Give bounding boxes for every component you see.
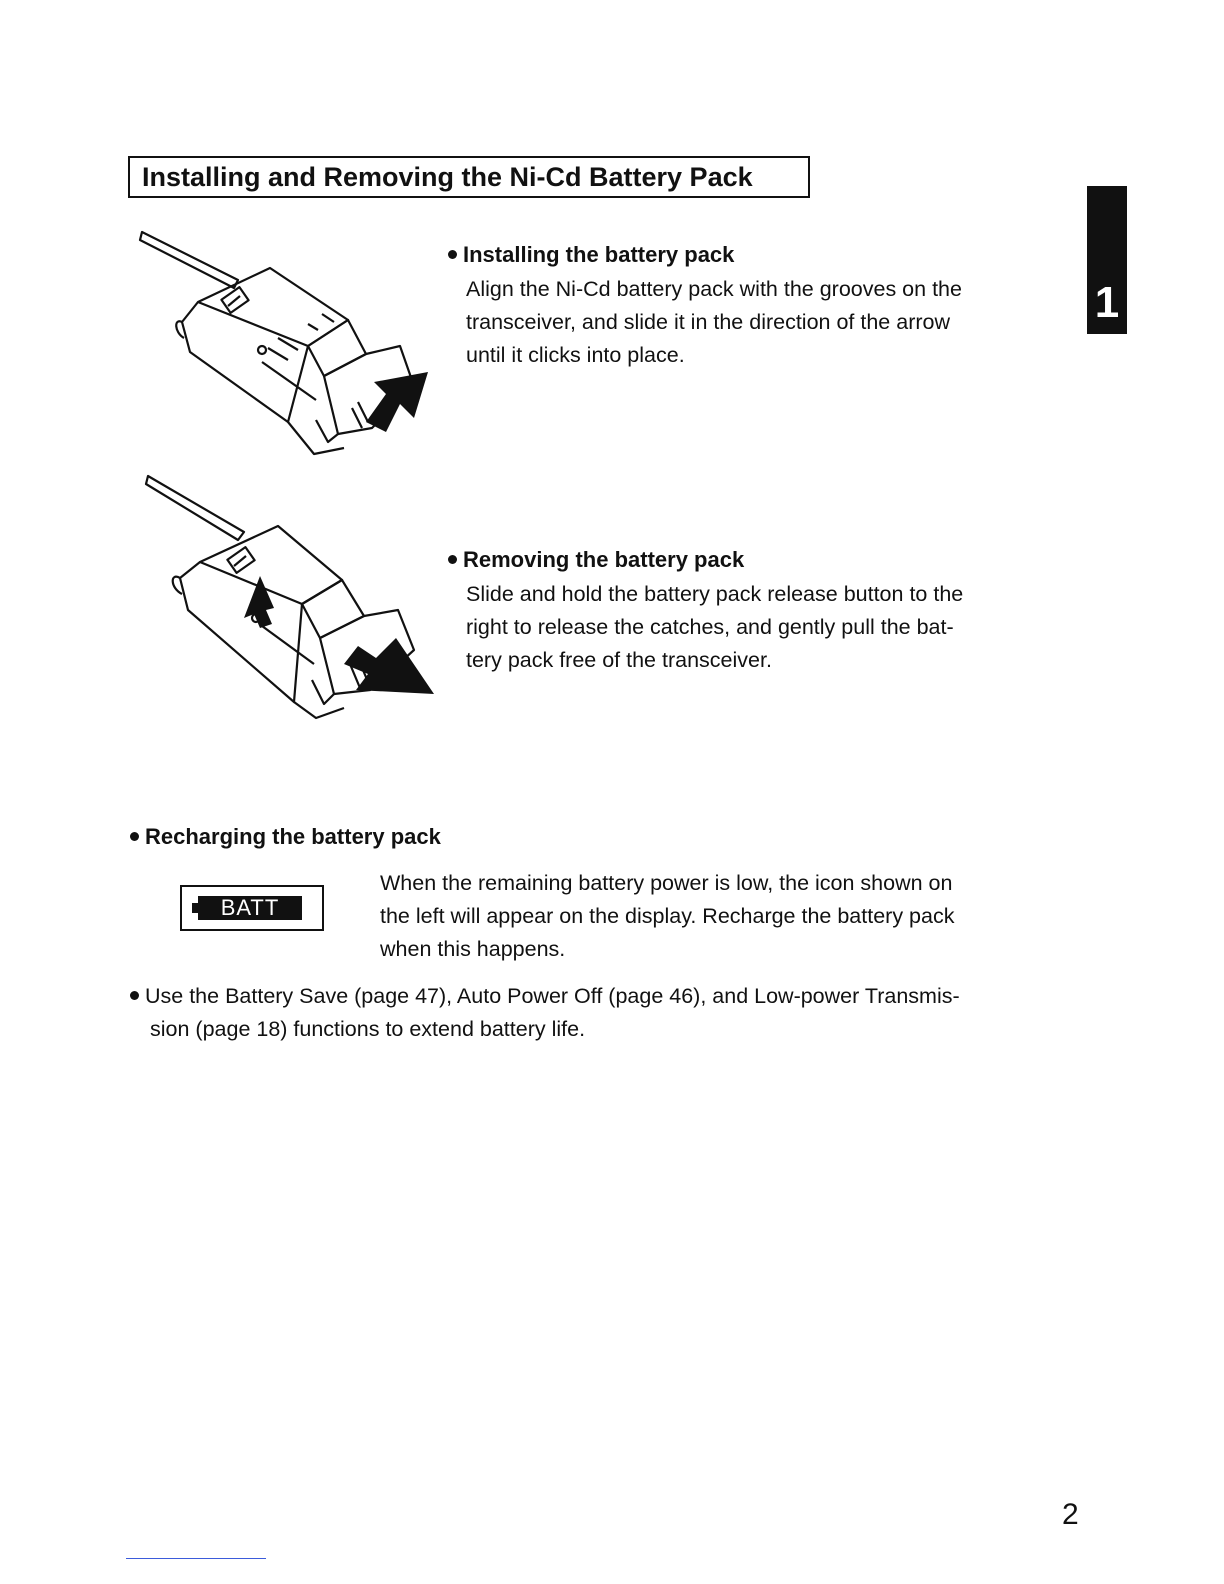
bullet-icon [130, 832, 139, 841]
footer-rule [126, 1558, 266, 1559]
bullet-icon [448, 555, 457, 564]
battery-low-icon: BATT [198, 896, 302, 920]
recharging-line: When the remaining battery power is low, the icon shown on [380, 871, 953, 895]
removing-heading [448, 547, 744, 573]
recharging-description [380, 867, 1040, 966]
recharging-line: when this happens. [380, 937, 566, 961]
battery-life-tip [130, 980, 1030, 1046]
installing-line: transceiver, and slide it in the direction of the arrow [466, 310, 951, 334]
installing-heading-text: Installing the battery pack [463, 242, 735, 267]
removing-line: tery pack free of the transceiver. [466, 648, 772, 672]
removing-heading-text: Removing the battery pack [463, 547, 745, 572]
chapter-number: 1 [1094, 278, 1120, 327]
removing-line: right to release the catches, and gently pull the bat- [466, 615, 954, 639]
bullet-icon [130, 991, 139, 1000]
tip-line-text: Use the Battery Save (page 47), Auto Power Off (page 46), and Low-power Transmis- [145, 984, 960, 1008]
tip-line [130, 980, 1030, 1013]
install-illustration [138, 222, 438, 458]
installing-line: Align the Ni-Cd battery pack with the grooves on the [466, 277, 962, 301]
installing-description [466, 273, 1046, 372]
page-number: 2 [1062, 1498, 1079, 1531]
section-title: Installing and Removing the Ni-Cd Battery Pack [128, 156, 810, 198]
chapter-tab [1087, 186, 1127, 334]
remove-illustration [144, 468, 438, 720]
removing-description [466, 578, 1046, 677]
recharging-heading-text: Recharging the battery pack [145, 824, 441, 849]
recharging-heading [130, 824, 441, 850]
batt-display-frame [180, 885, 324, 931]
recharging-line: the left will appear on the display. Recharge the battery pack [380, 904, 955, 928]
tip-line: sion (page 18) functions to extend battery life. [150, 1017, 586, 1041]
removing-line: Slide and hold the battery pack release button to the [466, 582, 964, 606]
installing-heading [448, 242, 734, 268]
bullet-icon [448, 250, 457, 259]
installing-line: until it clicks into place. [466, 343, 685, 367]
